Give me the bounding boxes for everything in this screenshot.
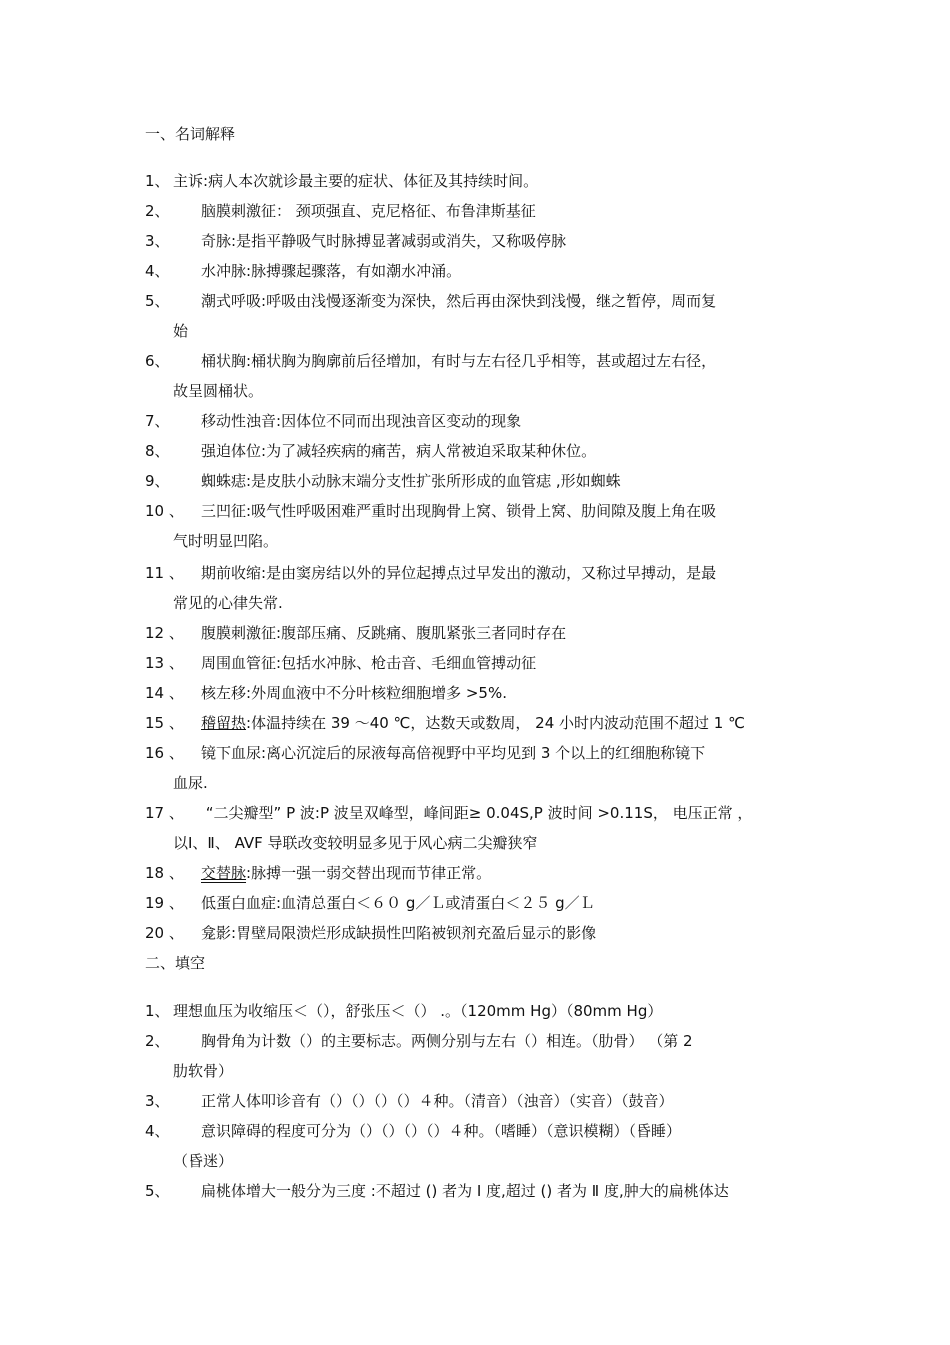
definition-item [145,201,536,221]
item-continuation: 常见的心律失常. [173,594,283,612]
item-term: 周围血管征 [201,654,277,672]
item-number: 10 、 [145,502,184,520]
item-term: 蜘蛛痣 [201,472,247,490]
definition-item [145,261,461,281]
item-text: :离心沉淀后的尿液每高倍视野中平均见到 3 个以上的红细胞称镜下 [261,744,706,762]
definition-item [145,683,507,703]
item-number: 7、 [145,412,170,430]
item-number: 3、 [145,1092,170,1110]
definition-item [145,351,716,371]
item-text: :血清总蛋白＜６０ g／Ｌ或清蛋白＜２５ g／Ｌ [276,894,595,912]
item-text: :体温持续在 39 ～40 ℃，达数天或数周， 24 小时内波动范围不超过 1 ℃ [246,714,745,732]
item-number: 4、 [145,262,170,280]
definition-item [145,893,595,913]
section-heading-definitions: 一、名词解释 [145,125,236,143]
item-number: 14 、 [145,684,184,702]
item-term: 水冲脉 [201,262,247,280]
item-number: 1、 [145,1002,170,1020]
definition-item [145,713,745,733]
item-term: 脑膜刺激征 [201,202,277,220]
item-text: ： 颈项强直、克尼格征、布鲁津斯基征 [276,202,536,220]
item-text: :吸气性呼吸困难严重时出现胸骨上窝、锁骨上窝、肋间隙及腹上角在吸 [246,502,717,520]
item-number: 2、 [145,202,170,220]
item-text: :外周血液中不分叶核粒细胞增多 >5%. [246,684,507,702]
item-term: 桶状胸 [201,352,247,370]
item-text: :桶状胸为胸廓前后径增加，有时与左右径几乎相等，甚或超过左右径， [246,352,717,370]
item-term: 三凹征 [201,502,247,520]
definition-item [145,231,566,251]
item-continuation: 故呈圆桶状。 [173,382,264,400]
definition-item [145,471,621,491]
item-number: 20 、 [145,924,184,942]
item-number: 5、 [145,292,170,310]
definition-item [145,411,521,431]
item-term: 强迫体位 [201,442,262,460]
item-number: 12 、 [145,624,184,642]
item-text: :腹部压痛、反跳痛、腹肌紧张三者同时存在 [276,624,567,642]
item-term: 腹膜刺激征 [201,624,277,642]
item-number: 15 、 [145,714,184,732]
definition-item [145,743,705,763]
item-term: 稽留热 [201,714,247,732]
item-text: :胃壁局限溃烂形成缺损性凹陷被钡剂充盈后显示的影像 [231,924,597,942]
item-text: :呼吸由浅慢逐渐变为深快，然后再由深快到浅慢，继之暂停，周而复 [261,292,717,310]
item-number: 4、 [145,1122,170,1140]
definition-item [145,291,716,311]
fill-in-item [145,1001,662,1021]
fill-in-item [145,1181,729,1201]
item-text: 理想血压为收缩压＜（），舒张压＜（） .。（120mm Hg）（80mm Hg） [173,1002,663,1020]
item-number: 9、 [145,472,170,490]
item-term: “二尖瓣型” [201,804,282,822]
item-term: 交替脉 [201,864,247,882]
item-text: :是指平静吸气时脉搏显著减弱或消失，又称吸停脉 [231,232,567,250]
fill-in-item [145,1031,693,1051]
item-text: :为了减轻疾病的痛苦，病人常被迫采取某种休位。 [261,442,597,460]
item-number: 11 、 [145,564,184,582]
item-term: 低蛋白血症 [201,894,277,912]
item-text: :因体位不同而出现浊音区变动的现象 [276,412,522,430]
item-text: :脉搏一强一弱交替出现而节律正常。 [246,864,492,882]
item-term: 潮式呼吸 [201,292,262,310]
item-number: 6、 [145,352,170,370]
item-text: :包括水冲脉、枪击音、毛细血管搏动征 [276,654,537,672]
item-text: 意识障碍的程度可分为（）（）（）（）４种。（嗜睡）（意识模糊）（昏睡） [201,1122,682,1140]
item-text: :病人本次就诊最主要的症状、体征及其持续时间。 [203,172,539,190]
item-term: 龛影 [201,924,232,942]
item-number: 5、 [145,1182,170,1200]
item-number: 13 、 [145,654,184,672]
fill-in-item [145,1091,674,1111]
item-text: 扁桃体增大一般分为三度 :不超过 () 者为 Ⅰ 度,超过 () 者为 Ⅱ 度,肿大的扁桃体达 [201,1182,729,1200]
definition-item [145,563,716,583]
definition-item [145,803,752,823]
item-text: :是皮肤小动脉末端分支性扩张所形成的血管痣 ,形如蜘蛛 [246,472,621,490]
item-continuation: （昏迷） [173,1152,234,1170]
definition-item [145,653,536,673]
item-number: 19 、 [145,894,184,912]
item-text: :是由窦房结以外的异位起搏点过早发出的激动，又称过早搏动，是最 [261,564,717,582]
definition-item [145,863,491,883]
item-text: P 波:P 波呈双峰型，峰间距≥ 0.04S,P 波时间 >0.11S， 电压正常 ， [281,804,753,822]
item-term: 奇脉 [201,232,232,250]
section-heading-fill-in: 二、填空 [145,954,206,972]
item-term: 期前收缩 [201,564,262,582]
item-continuation: 血尿. [173,774,208,792]
item-text: 正常人体叩诊音有（）（）（）（）４种。（清音）（浊音）（实音）（鼓音） [201,1092,674,1110]
item-continuation: 以Ⅰ、Ⅱ、 AVF 导联改变较明显多见于风心病二尖瓣狭窄 [173,834,538,852]
item-term: 镜下血尿 [201,744,262,762]
definition-item [145,441,596,461]
definition-item [145,623,566,643]
item-number: 8、 [145,442,170,460]
item-text: 胸骨角为计数（）的主要标志。两侧分别与左右（）相连。（肋骨） （第 2 [201,1032,693,1050]
fill-in-item [145,1121,681,1141]
item-number: 17 、 [145,804,184,822]
item-term: 主诉 [173,172,204,190]
item-term: 移动性浊音 [201,412,277,430]
item-continuation: 肋软骨） [173,1062,234,1080]
item-text: :脉搏骤起骤落，有如潮水冲涌。 [246,262,462,280]
item-continuation: 气时明显凹陷。 [173,532,279,550]
item-number: 1、 [145,172,170,190]
item-number: 2、 [145,1032,170,1050]
item-number: 3、 [145,232,170,250]
item-continuation: 始 [173,322,189,340]
item-term: 核左移 [201,684,247,702]
definition-item [145,171,538,191]
item-number: 16 、 [145,744,184,762]
definition-item [145,501,716,521]
item-number: 18 、 [145,864,184,882]
definition-item [145,923,596,943]
